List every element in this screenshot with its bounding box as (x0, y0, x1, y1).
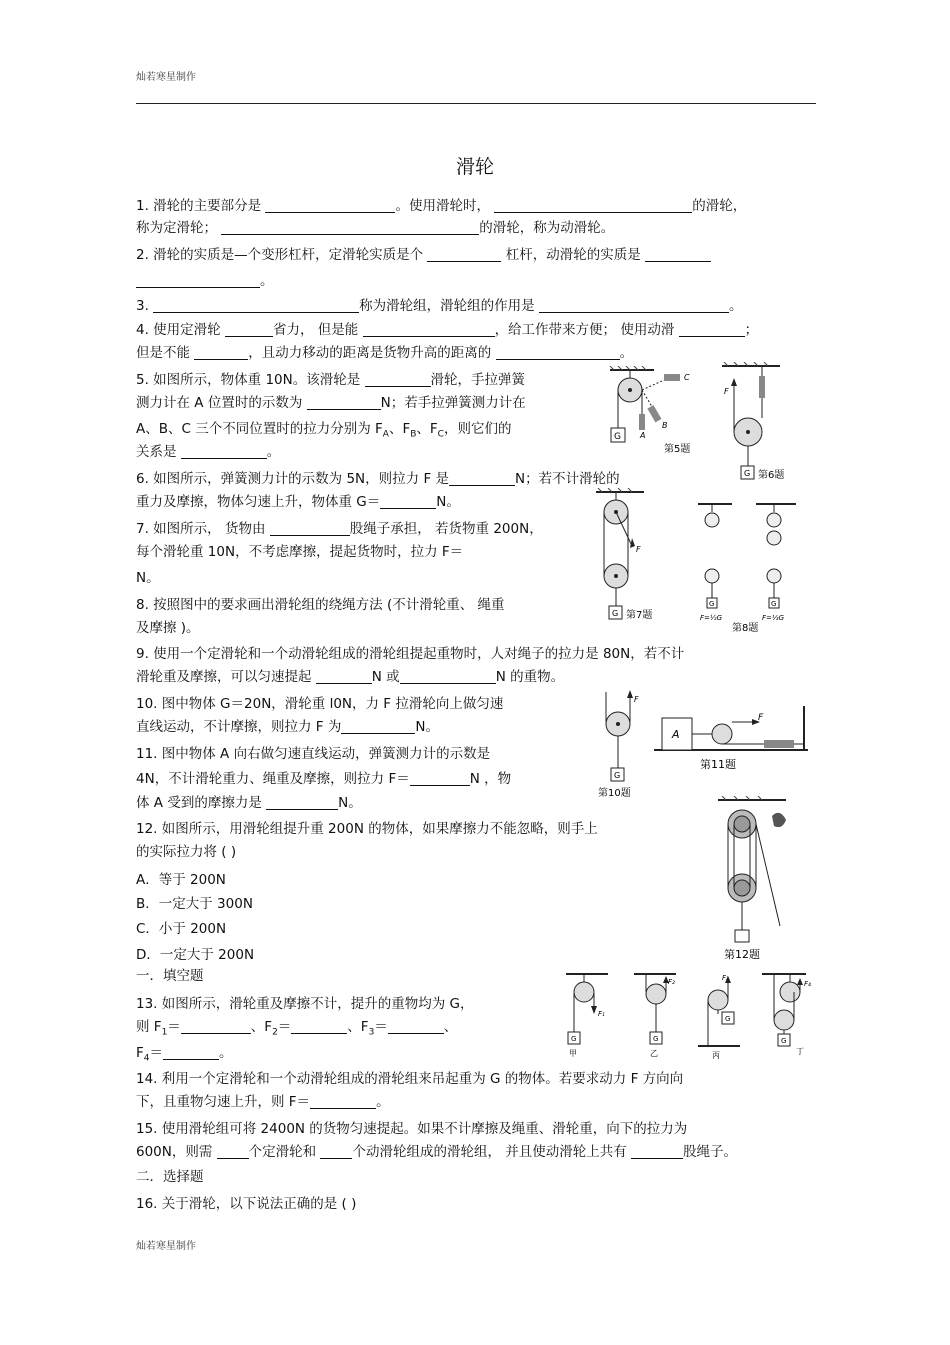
line-text: 。 (260, 273, 274, 289)
line-text: N。 (136, 570, 160, 586)
answer-blank[interactable] (291, 1019, 347, 1034)
subscript: 3 (368, 1027, 375, 1038)
line-text: 、F (388, 421, 411, 437)
line-text: 重力及摩擦，物体匀速上升，物体重 G＝ (136, 494, 381, 510)
answer-blank[interactable] (496, 345, 620, 360)
fig6-caption: 第6题 (758, 470, 785, 481)
question-line (136, 197, 746, 215)
line-text: 。 (376, 1094, 390, 1110)
fig6-weight-label: G (744, 469, 751, 478)
line-text: 下，且重物匀速上升，则 F＝ (136, 1094, 311, 1110)
figure-8-rope-drawing (696, 500, 800, 636)
fig7-weight-label: G (612, 609, 619, 618)
question-line (136, 871, 226, 889)
line-text: N；若不计滑轮的 (515, 471, 620, 487)
line-text: 、F (347, 1019, 369, 1035)
answer-blank[interactable] (181, 1019, 251, 1034)
answer-blank[interactable] (307, 395, 381, 410)
fig11-caption: 第11题 (700, 758, 736, 771)
line-text: 称为定滑轮； (136, 220, 222, 236)
question-line (136, 946, 254, 964)
question-line (136, 645, 684, 663)
line-text: 的滑轮， (692, 198, 747, 214)
answer-blank[interactable] (194, 345, 248, 360)
line-text: 。使用滑轮时， (395, 198, 495, 214)
line-text: ，则它们的 (443, 421, 512, 437)
line-text: 15. 使用滑轮组可将 2400N 的货物匀速提起。如果不计摩擦及绳重、滑轮重，向下的拉力为 (136, 1121, 688, 1137)
line-text: 5. 如图所示，物体重 10N。该滑轮是 (136, 372, 365, 388)
figure-7-pulley-block (594, 488, 666, 624)
fig8-weight-label-1: G (709, 600, 715, 608)
fig12-caption: 第12题 (724, 948, 760, 961)
question-line (136, 394, 526, 412)
line-text: N ，物 (469, 771, 512, 787)
fig5-weight-label: G (614, 432, 621, 442)
line-text: 股绳子。 (683, 1144, 738, 1160)
question-line (136, 569, 160, 587)
line-text: 9. 使用一个定滑轮和一个动滑轮组成的滑轮组提起重物时，人对绳子的拉力是 80N，若不计 (136, 646, 685, 662)
fig13-weight-bing: G (725, 1015, 731, 1023)
page-footer: 灿若寒星制作 (136, 1241, 196, 1252)
line-text: ，且动力移动的距离是货物升高的距离的 (248, 345, 496, 361)
line-text: 、F (250, 1019, 273, 1035)
figure-11-horizontal-pulley (652, 700, 812, 774)
question-line (136, 619, 200, 637)
answer-blank[interactable] (225, 322, 273, 337)
fig13-weight-jia: G (571, 1035, 577, 1043)
fig8-formula-1: F=½G (700, 614, 723, 622)
fig5-caption: 第5题 (664, 444, 691, 454)
answer-blank[interactable] (181, 444, 267, 459)
subscript: 4 (143, 1053, 150, 1064)
question-line (136, 1120, 687, 1138)
answer-blank[interactable] (153, 298, 359, 313)
question-line (136, 272, 274, 290)
question-line (136, 668, 564, 686)
fig13-f1-label: F₁ (598, 1010, 605, 1018)
line-text: 、 (443, 1019, 458, 1035)
line-text: 600N，则需 (136, 1144, 217, 1160)
fig13-f3-label: F₃ (722, 974, 729, 982)
line-text: 则 F (136, 1019, 162, 1035)
question-line (136, 895, 253, 913)
figure-10-pulley (596, 688, 652, 800)
subscript: C (437, 429, 444, 440)
answer-blank[interactable] (410, 771, 470, 786)
line-text: 4. 使用定滑轮 (136, 322, 225, 338)
question-line (136, 920, 226, 938)
question-line (136, 1195, 356, 1213)
line-text: N 或 (371, 669, 400, 685)
question-line (136, 1044, 233, 1068)
line-text: B．一定大于 300N (136, 896, 253, 912)
answer-blank[interactable] (363, 322, 495, 337)
fig13-name-bing: 丙 (712, 1051, 720, 1060)
fig13-weight-yi: G (653, 1035, 659, 1043)
fig13-weight-ding: G (781, 1037, 787, 1045)
answer-blank[interactable] (449, 471, 515, 486)
line-text: 直线运动，不计摩擦，则拉力 F 为 (136, 719, 342, 735)
line-text: 7. 如图所示， 货物由 (136, 521, 270, 537)
line-text: N。 (338, 795, 362, 811)
line-text: 杠杆，动滑轮的实质是 (501, 247, 646, 263)
fig10-weight-label: G (614, 771, 621, 780)
question-line (136, 443, 280, 461)
question-line (136, 843, 236, 861)
fig13-name-yi: 乙 (650, 1049, 658, 1058)
question-line (136, 344, 633, 362)
fig7-caption: 第7题 (626, 610, 653, 621)
question-line (136, 718, 439, 736)
line-text: ，给工作带来方便； 使用动滑 (494, 322, 679, 338)
line-text: 3. (136, 298, 154, 314)
answer-blank[interactable] (645, 247, 711, 262)
answer-blank[interactable] (270, 521, 350, 536)
line-text: 个动滑轮组成的滑轮组， 并且使动滑轮上共有 (352, 1144, 632, 1160)
fig13-f2-label: F₂ (668, 978, 675, 986)
answer-blank[interactable] (320, 1144, 352, 1159)
line-text: 省力， 但是能 (272, 322, 363, 338)
line-text: 关系是 (136, 444, 181, 460)
fig10-force-label: F (634, 695, 639, 704)
question-line (136, 520, 543, 538)
fig13-name-ding: 丁 (796, 1047, 804, 1056)
line-text: ＝ (149, 1045, 163, 1061)
line-text: 每个滑轮重 10N，不考虑摩擦，提起货物时，拉力 F＝ (136, 544, 464, 560)
line-text: 的实际拉力将 ( ) (136, 844, 237, 860)
line-text: 14. 利用一个定滑轮和一个动滑轮组成的滑轮组来吊起重为 G 的物体。若要求动力 F 方向向 (136, 1071, 684, 1087)
answer-blank[interactable] (136, 273, 260, 288)
fig5-label-a: A (640, 431, 646, 440)
answer-blank[interactable] (679, 322, 745, 337)
answer-blank[interactable] (316, 669, 372, 684)
answer-blank[interactable] (539, 298, 729, 313)
answer-blank[interactable] (494, 198, 692, 213)
fig11-block-label: A (672, 728, 680, 741)
line-text: A．等于 200N (136, 872, 226, 888)
answer-blank[interactable] (388, 1019, 444, 1034)
answer-blank[interactable] (341, 719, 415, 734)
fig11-force-label: F (758, 713, 764, 723)
line-text: N；若手拉弹簧测力计在 (380, 395, 526, 411)
answer-blank[interactable] (400, 669, 496, 684)
header-rule (136, 103, 816, 104)
answer-blank[interactable] (163, 1045, 219, 1060)
question-line (136, 1093, 390, 1111)
question-line (136, 420, 511, 444)
line-text: 10. 图中物体 G＝20N，滑轮重 l0N，力 F 拉滑轮向上做匀速 (136, 696, 504, 712)
subscript: 1 (161, 1027, 168, 1038)
line-text: 股绳子承担， 若货物重 200N， (349, 521, 543, 537)
figure-12-pulley-system (716, 796, 796, 964)
answer-blank[interactable] (310, 1094, 376, 1109)
question-line (136, 543, 463, 561)
question-line (136, 1168, 204, 1186)
line-text: N。 (436, 494, 460, 510)
line-text: C．小于 200N (136, 921, 227, 937)
line-text: 12. 如图所示，用滑轮组提升重 200N 的物体，如果摩擦力不能忽略，则手上 (136, 821, 598, 837)
line-text: 。 (619, 345, 634, 361)
question-line (136, 820, 598, 838)
question-line (136, 1143, 737, 1161)
question-line (136, 745, 490, 763)
question-line (136, 770, 511, 788)
line-text: 2. 滑轮的实质是—个变形杠杆，定滑轮实质是个 (136, 247, 428, 263)
question-line (136, 794, 362, 812)
page-title: 滑轮 (455, 156, 494, 178)
answer-blank[interactable] (265, 198, 395, 213)
line-text: 及摩擦 )。 (136, 620, 200, 636)
fig5-label-b: B (662, 421, 668, 430)
line-text: N 的重物。 (495, 669, 565, 685)
line-text: 11. 图中物体 A 向右做匀速直线运动，弹簧测力计的示数是 (136, 746, 491, 762)
line-text: 二．选择题 (136, 1169, 204, 1185)
fig8-caption: 第8题 (732, 623, 759, 634)
line-text: D．一定大于 200N (136, 947, 255, 963)
line-text: F (136, 1045, 144, 1061)
line-text: 滑轮，手拉弹簧 (430, 372, 526, 388)
line-text: 滑轮重及摩擦，可以匀速提起 (136, 669, 316, 685)
fig8-weight-label-2: G (771, 600, 777, 608)
line-text: 的滑轮，称为动滑轮。 (479, 220, 615, 236)
question-line (136, 219, 614, 237)
answer-blank[interactable] (427, 247, 501, 262)
subscript: B (410, 429, 417, 440)
subscript: A (382, 429, 389, 440)
figure-5-fixed-pulley (608, 366, 700, 454)
line-text: 、F (416, 421, 438, 437)
question-line (136, 321, 758, 339)
fig7-force-label: F (636, 545, 641, 554)
question-line (136, 695, 503, 713)
question-line (136, 995, 474, 1013)
figure-13-four-pulleys (562, 970, 824, 1062)
line-text: 。 (219, 1045, 233, 1061)
question-line (136, 1070, 683, 1088)
question-line (136, 470, 620, 488)
fig6-force-label: F (724, 387, 729, 396)
answer-blank[interactable] (631, 1144, 683, 1159)
line-text: N。 (415, 719, 439, 735)
answer-blank[interactable] (380, 494, 436, 509)
question-line (136, 967, 204, 985)
line-text: 。 (728, 298, 743, 314)
line-text: 13. 如图所示，滑轮重及摩擦不计，提升的重物均为 G， (136, 996, 474, 1012)
fig13-f4-label: F₄ (804, 980, 811, 988)
fig8-formula-2: F=⅓G (762, 614, 785, 622)
line-text: 16. 关于滑轮，以下说法正确的是 ( ) (136, 1196, 357, 1212)
fig10-caption: 第10题 (598, 788, 631, 799)
figure-6-moving-pulley (720, 362, 800, 486)
question-line (136, 371, 525, 389)
question-line (136, 596, 505, 614)
line-text: A、B、C 三个不同位置时的拉力分别为 F (136, 421, 383, 437)
question-line (136, 297, 742, 315)
question-line (136, 493, 460, 511)
line-text: 一．填空题 (136, 968, 204, 984)
answer-blank[interactable] (217, 1144, 249, 1159)
line-text: 1. 滑轮的主要部分是 (136, 198, 266, 214)
answer-blank[interactable] (221, 220, 479, 235)
question-line (136, 1018, 457, 1042)
line-text: ＝ (374, 1019, 388, 1035)
page-header: 灿若寒星制作 (136, 72, 196, 83)
fig5-label-c: C (684, 373, 690, 382)
line-text: ； (744, 322, 759, 338)
line-text: 6. 如图所示，弹簧测力计的示数为 5N，则拉力 F 是 (136, 471, 449, 487)
line-text: 8. 按照图中的要求画出滑轮组的绕绳方法 (不计滑轮重、 绳重 (136, 597, 505, 613)
line-text: 个定滑轮和 (248, 1144, 321, 1160)
question-line (136, 246, 711, 264)
line-text: 但是不能 (136, 345, 195, 361)
line-text: 4N，不计滑轮重力、绳重及摩擦，则拉力 F＝ (136, 771, 410, 787)
answer-blank[interactable] (266, 795, 338, 810)
line-text: 称为滑轮组，滑轮组的作用是 (359, 298, 539, 314)
line-text: ＝ (167, 1019, 181, 1035)
subscript: 2 (272, 1027, 278, 1038)
line-text: 测力计在 A 位置时的示数为 (136, 395, 307, 411)
line-text: 体 A 受到的摩擦力是 (136, 795, 267, 811)
fig13-name-jia: 甲 (569, 1049, 577, 1058)
line-text: ＝ (277, 1019, 292, 1035)
answer-blank[interactable] (365, 372, 431, 387)
line-text: 。 (266, 444, 281, 460)
